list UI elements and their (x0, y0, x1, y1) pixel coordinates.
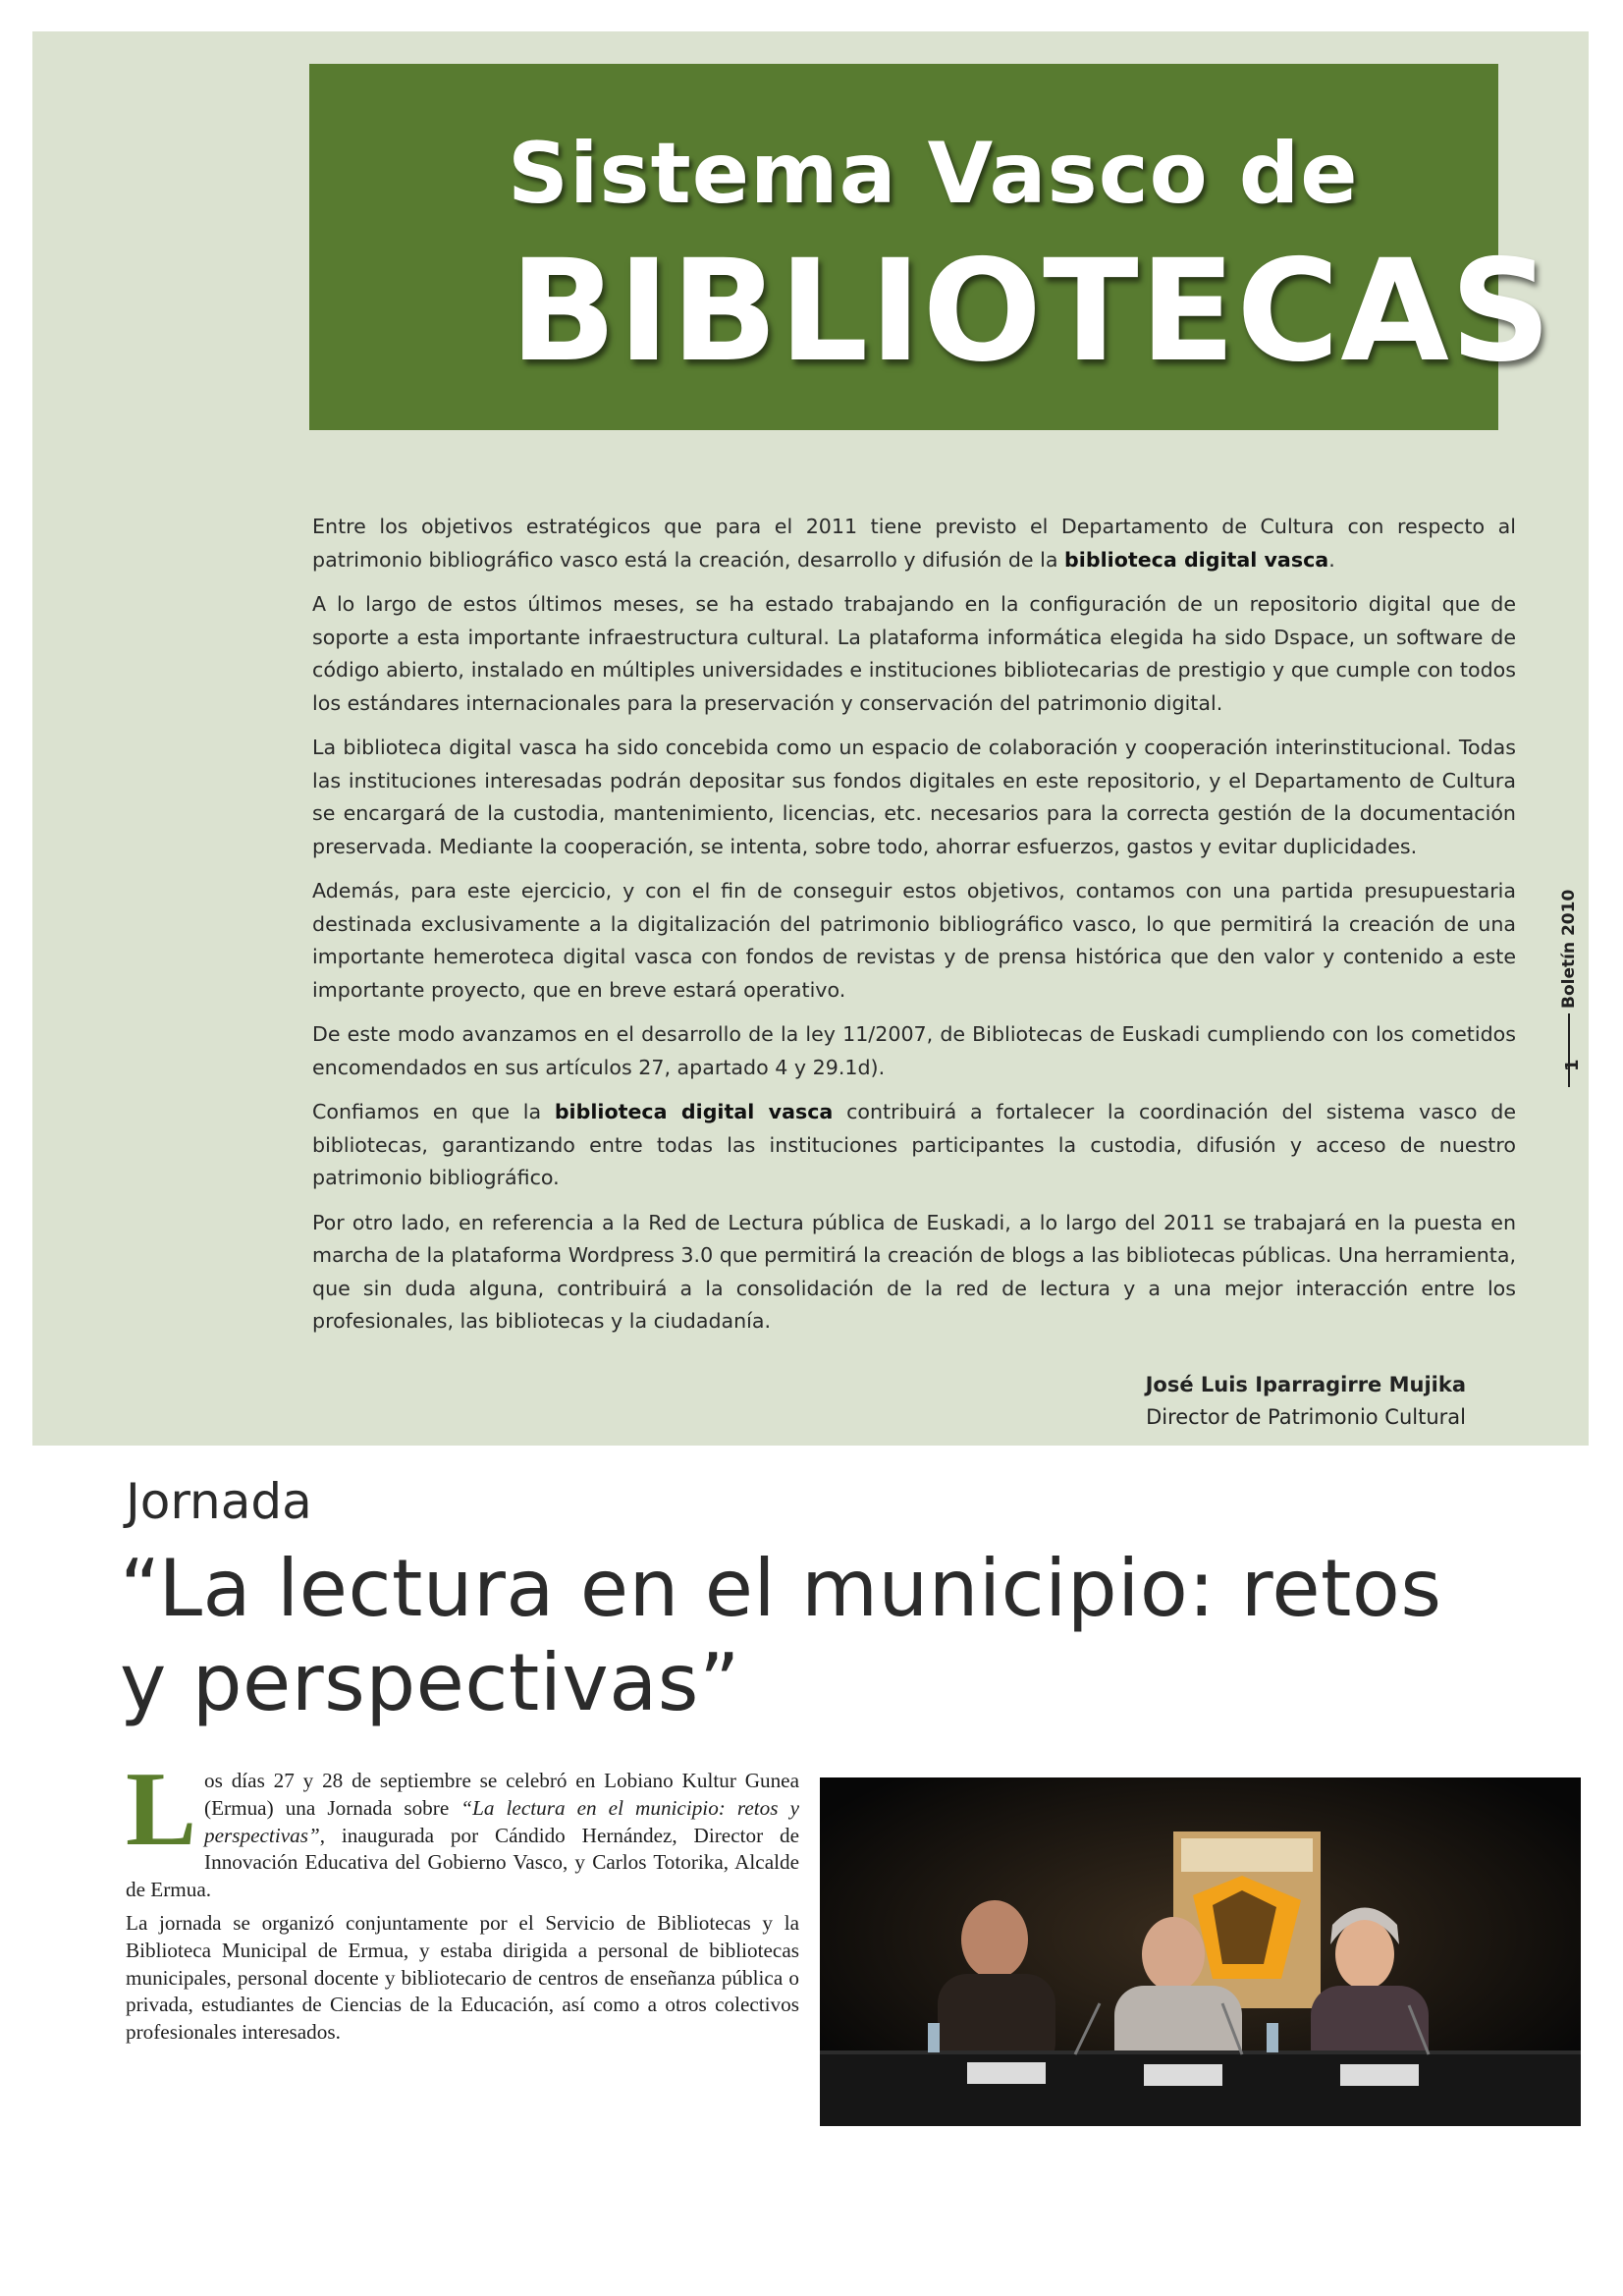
event-photo-illustration (820, 1777, 1581, 2126)
signature-role: Director de Patrimonio Cultural (1146, 1405, 1466, 1429)
paragraph: A lo largo de estos últimos meses, se ha estado trabajando en la configuración de un repositorio digital que de soporte a esta importante infraestructura cultural. La plataforma informática elegida ha sido Dspace, un software de código abierto, instalado en múltiples universidades e instituciones bibliotecarias de prestigio y que cumple con todos los estándares internacionales para la preservación y conservación del patrimonio digital. (312, 592, 1516, 715)
paragraph: La jornada se organizó conjuntamente por el Servicio de Bibliotecas y la Biblioteca Municipal de Ermua, y estaba dirigida a personal de bibliotecas municipales, personal docente y bibliotecario de centros de enseñanza pública o privada, estudiantes de Ciencias de la Educación, así como a otros colectivos profesionales interesados. (126, 1910, 799, 2045)
quoted-title: “La lectura en el municipio: retos y perspectivas” (204, 1795, 799, 1847)
event-photo (820, 1777, 1581, 2126)
signature (1146, 1369, 1466, 1434)
emphasis: biblioteca digital vasca (1064, 547, 1329, 572)
drop-cap: L (126, 1751, 197, 1868)
title-banner (309, 64, 1552, 430)
section-kicker: Jornada (126, 1473, 312, 1530)
paragraph: Entre los objetivos estratégicos que para el 2011 tiene previsto el Departamento de Cultura con respecto al patrimonio bibliográfico vasco está la creación, desarrollo y difusión de la biblioteca digital vasca. (312, 515, 1516, 572)
paragraph: Los días 27 y 28 de septiembre se celebró en Lobiano Kultur Gunea (Ermua) una Jornada sobre “La lectura en el municipio: retos y perspectivas”, inaugurada por Cándido Hernández, Director de Innovación Educativa del Gobierno Vasco, y Carlos Totorika, Alcalde de Ermua. (126, 1751, 799, 1902)
article-headline: “La lectura en el municipio: retos y perspectivas” (120, 1543, 1442, 1728)
title-line-2: BIBLIOTECAS (510, 229, 1552, 393)
title-line-1: Sistema Vasco de (508, 125, 1359, 223)
paragraph: Por otro lado, en referencia a la Red de Lectura pública de Euskadi, a lo largo del 2011 se trabajará en la puesta en marcha de la plataforma Wordpress 3.0 que permitirá la creación de blogs a las bibliotecas públicas. Una herramienta, que sin duda alguna, contribuirá a la consolidación de la red de lectura y a una mejor interacción entre los profesionales, las bibliotecas y la ciudadanía. (312, 1210, 1516, 1333)
paragraph: Además, para este ejercicio, y con el fin de conseguir estos objetivos, contamos con una partida presupuestaria destinada exclusivamente a la digitalización del patrimonio bibliográfico vasco, lo que permitirá la creación de una importante hemeroteca digital vasca con fondos de revistas y de prensa histórica que den valor y contenido a este importante proyecto, que en breve estará operativo. (312, 879, 1516, 1002)
paragraph: Confiamos en que la biblioteca digital vasca contribuirá a fortalecer la coordinación del sistema vasco de bibliotecas, garantizando entre todas las instituciones participantes la custodia, difusión y acceso de nuestro patrimonio bibliográfico. (312, 1100, 1516, 1189)
paragraph: La biblioteca digital vasca ha sido concebida como un espacio de colaboración y cooperación interinstitucional. Todas las instituciones interesadas podrán depositar sus fondos digitales en este repositorio, y el Departamento de Cultura se encargará de la custodia, mantenimiento, licencias, etc. necesarios para la correcta gestión de la documentación preservada. Mediante la cooperación, se intenta, sobre todo, ahorrar esfuerzos, gastos y evitar duplicidades. (312, 736, 1516, 858)
bulletin-label: Boletín 2010 (1559, 889, 1579, 1009)
editorial-panel (32, 31, 1589, 1446)
emphasis: biblioteca digital vasca (554, 1100, 834, 1123)
article-body (126, 1751, 799, 2052)
page-number: 1 (1562, 1059, 1583, 1071)
signature-name: José Luis Iparragirre Mujika (1145, 1373, 1466, 1396)
editorial-body (312, 511, 1516, 1350)
paragraph: De este modo avanzamos en el desarrollo de la ley 11/2007, de Bibliotecas de Euskadi cumpliendo con los cometidos encomendados en sus artículos 27, apartado 4 y 29.1d). (312, 1022, 1516, 1079)
